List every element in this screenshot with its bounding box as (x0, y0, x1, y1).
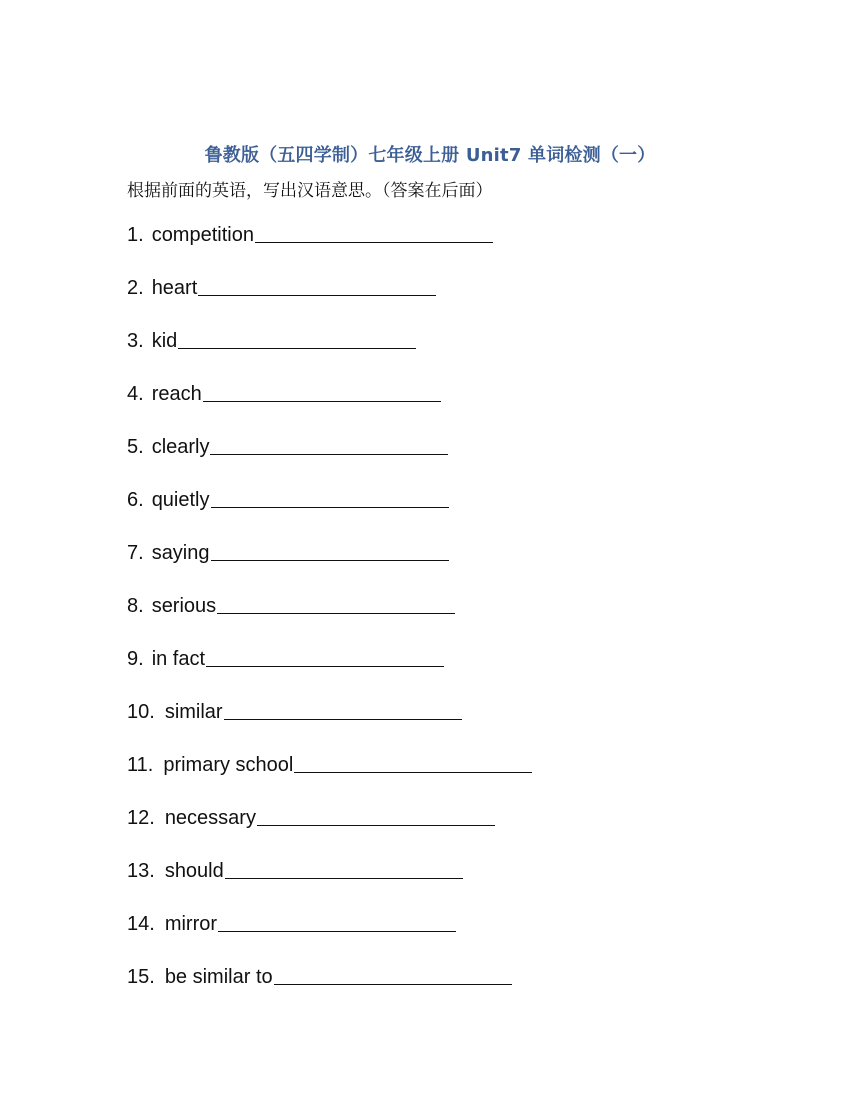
answer-blank[interactable] (211, 487, 449, 508)
item-word: be similar to (164, 966, 273, 988)
answer-blank[interactable] (217, 593, 455, 614)
answer-blank[interactable] (225, 858, 463, 879)
item-number: 10. (127, 701, 155, 723)
item-number: 4. (127, 383, 144, 405)
item-number: 9. (127, 648, 144, 670)
item-word: mirror (164, 913, 218, 935)
item-number: 1. (127, 224, 144, 246)
list-item (127, 646, 532, 699)
answer-blank[interactable] (218, 911, 456, 932)
item-number: 11. (127, 754, 154, 776)
list-item (127, 752, 532, 805)
item-word: saying (151, 542, 210, 564)
item-word: quietly (151, 489, 210, 511)
page-title: 鲁教版（五四学制）七年级上册 Unit7 单词检测（一） (204, 145, 656, 166)
list-item (127, 328, 532, 381)
item-word: reach (151, 383, 202, 405)
item-word: primary school (163, 754, 294, 776)
item-word: similar (164, 701, 223, 723)
list-item (127, 911, 532, 964)
list-item (127, 222, 532, 275)
item-word: kid (151, 330, 178, 352)
answer-blank[interactable] (206, 646, 444, 667)
item-word: serious (151, 595, 217, 617)
answer-blank[interactable] (198, 275, 436, 296)
answer-blank[interactable] (224, 699, 462, 720)
list-item (127, 964, 532, 1017)
answer-blank[interactable] (255, 222, 493, 243)
item-word: competition (151, 224, 254, 246)
list-item (127, 381, 532, 434)
item-number: 13. (127, 860, 155, 882)
answer-blank[interactable] (211, 540, 449, 561)
answer-blank[interactable] (274, 964, 512, 985)
item-number: 2. (127, 277, 144, 299)
item-number: 3. (127, 330, 144, 352)
answer-blank[interactable] (203, 381, 441, 402)
list-item (127, 805, 532, 858)
item-word: in fact (151, 648, 206, 670)
item-word: should (164, 860, 224, 882)
item-number: 5. (127, 436, 144, 458)
answer-blank[interactable] (257, 805, 495, 826)
answer-blank[interactable] (210, 434, 448, 455)
item-word: clearly (151, 436, 210, 458)
item-number: 7. (127, 542, 144, 564)
answer-blank[interactable] (178, 328, 416, 349)
item-number: 15. (127, 966, 155, 988)
item-number: 8. (127, 595, 144, 617)
instruction-text: 根据前面的英语，写出汉语意思。（答案在后面） (127, 181, 493, 201)
item-number: 14. (127, 913, 155, 935)
list-item (127, 540, 532, 593)
answer-blank[interactable] (294, 752, 532, 773)
list-item (127, 275, 532, 328)
item-number: 12. (127, 807, 155, 829)
list-item (127, 487, 532, 540)
list-item (127, 434, 532, 487)
item-word: necessary (164, 807, 256, 829)
item-number: 6. (127, 489, 144, 511)
list-item (127, 858, 532, 911)
list-item (127, 593, 532, 646)
vocabulary-list (127, 222, 532, 1017)
item-word: heart (151, 277, 198, 299)
list-item (127, 699, 532, 752)
